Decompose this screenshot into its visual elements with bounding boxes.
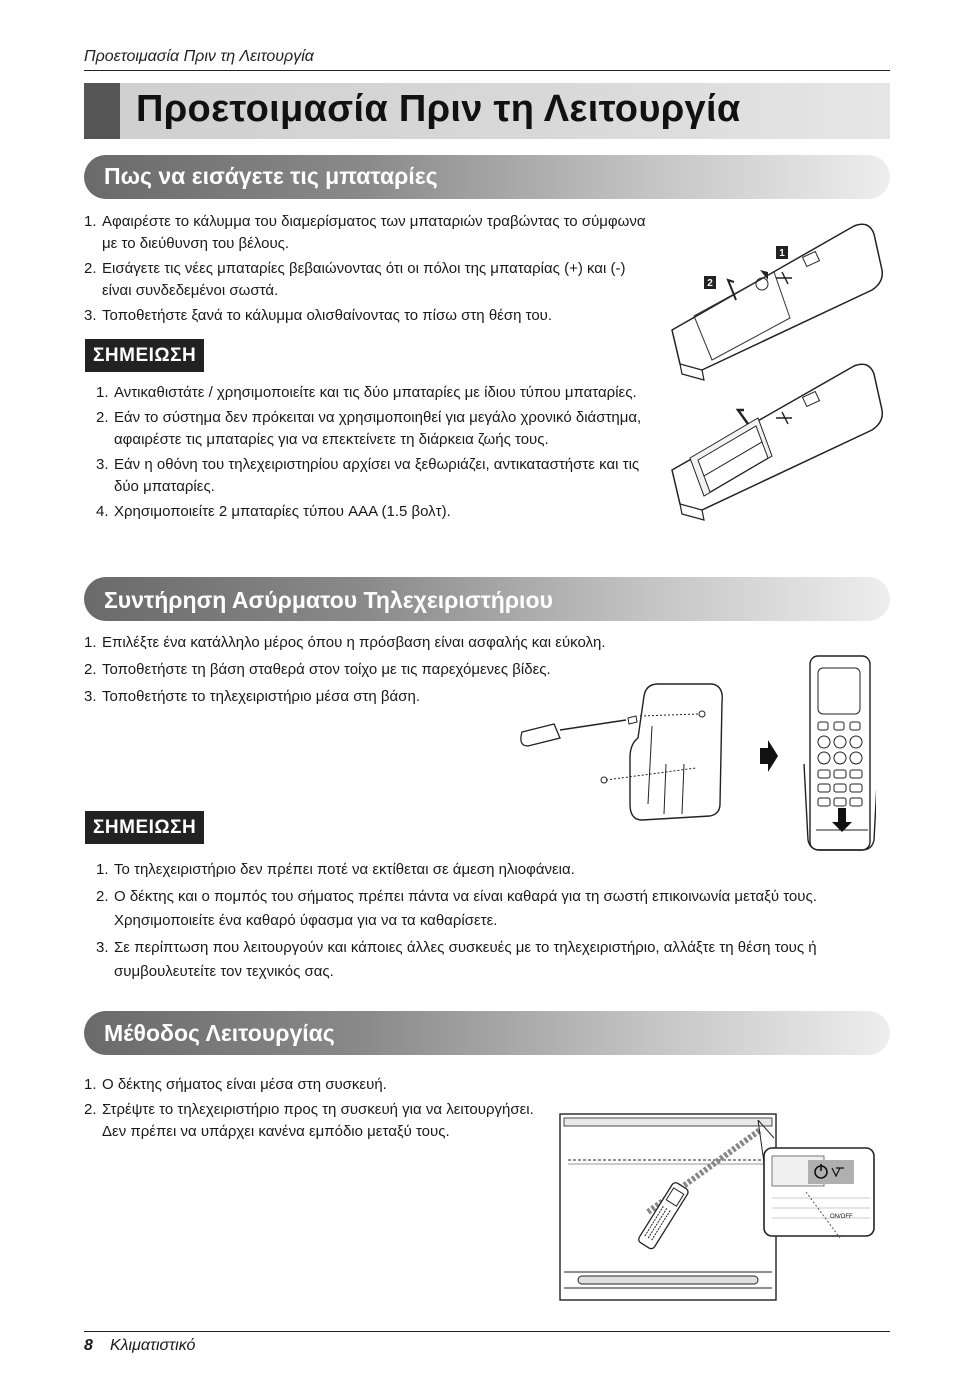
- note-badge: ΣΗΜΕΙΩΣΗ: [86, 340, 203, 371]
- list-item: 2. Στρέψτε το τηλεχειριστήριο προς τη συσκευή για να λειτουργήσει. Δεν πρέπει να υπάρχει κανένα εμπόδιο μεταξύ τους.: [84, 1101, 534, 1140]
- header-rule: [84, 70, 890, 71]
- page-number: 8: [84, 1337, 93, 1354]
- list-item: 1. Επιλέξτε ένα κατάλληλο μέρος όπου η πρόσβαση είναι ασφαλής και εύκολη.: [84, 634, 606, 651]
- list-item: 2. Εάν το σύστημα δεν πρόκειται να χρησιμοποιηθεί για μεγάλο χρονικό διάστημα, αφαιρέστε τις μπαταρίες για να επεκτείνετε τη διάρκεια ζωής τους.: [96, 409, 642, 448]
- section-title-batteries: Πως να εισάγετε τις μπαταρίες: [104, 163, 438, 189]
- step-badge-1-label: 1: [779, 248, 785, 259]
- list-item: 2. Εισάγετε τις νέες μπαταρίες βεβαιώνοντας ότι οι πόλοι της μπαταρίας (+) και (-) είναι συνδεδεμένοι σωστά.: [84, 260, 626, 299]
- indoor-unit-illustration: [558, 1112, 878, 1304]
- remote-battery-compartment-image: [672, 364, 882, 520]
- footer-rule: [84, 1331, 890, 1332]
- list-item: 3. Τοποθετήστε ξανά το κάλυμμα ολισθαίνοντας το πίσω στη θέση του.: [84, 307, 553, 324]
- list-item: 3. Εάν η οθόνη του τηλεχειριστηρίου αρχίσει να ξεθωριάζει, αντικαταστήστε και τις δύο μπαταρίες.: [96, 456, 640, 495]
- note-badge: ΣΗΜΕΙΩΣΗ: [86, 812, 203, 843]
- list-item: 4. Χρησιμοποιείτε 2 μπαταρίες τύπου AAA (1.5 βολτ).: [96, 503, 451, 520]
- operation-extra-text: Δεν πρέπει να υπάρχει κανένα εμπόδιο μεταξύ τους.: [102, 1123, 450, 1140]
- section-title-operation: Μέθοδος Λειτουργίας: [104, 1020, 335, 1046]
- running-header: Προετοιμασία Πριν τη Λειτουργία: [84, 48, 314, 65]
- list-item: 2. Ο δέκτης και ο πομπός του σήματος πρέπει πάντα να είναι καθαρά για τη σωστή επικοινωνία μεταξύ τους. Χρησιμοποιείτε ένα καθαρό ύφασμα για να τα καθαρίσετε.: [96, 888, 817, 929]
- wall-holder-image: [601, 684, 722, 820]
- list-item: 1. Το τηλεχειριστήριο δεν πρέπει ποτέ να εκτίθεται σε άμεση ηλιοφάνεια.: [96, 861, 575, 878]
- operation-steps: [84, 1074, 544, 1146]
- battery-illustration: [664, 220, 894, 540]
- arrow-right-icon: [760, 740, 778, 772]
- list-item: 1. Αφαιρέστε το κάλυμμα του διαμερίσματος των μπαταριών τραβώντας το σύμφωνα με το διεύθυνση του βέλους.: [84, 213, 646, 252]
- page-title: Προετοιμασία Πριν τη Λειτουργία: [136, 88, 741, 130]
- list-item: 1. Ο δέκτης σήματος είναι μέσα στη συσκευή.: [84, 1076, 387, 1093]
- section-title-maintenance: Συντήρηση Ασύρματου Τηλεχειριστήριου: [104, 587, 553, 613]
- list-item: 3. Τοποθετήστε το τηλεχειριστήριο μέσα στη βάση.: [84, 688, 420, 705]
- onoff-label: ON/OFF: [830, 1214, 853, 1220]
- title-accent-block: [84, 83, 120, 139]
- screwdriver-image: [521, 716, 637, 746]
- maintenance-notes: [96, 858, 866, 987]
- list-item: 3. Σε περίπτωση που λειτουργούν και κάποιες άλλες συσκευές με το τηλεχειριστήριο, αλλάξτε τη θέση τους ή συμβουλευτείτε τον τεχνικός σας.: [96, 939, 817, 980]
- remote-in-holder-image: [804, 656, 876, 850]
- battery-steps: [84, 211, 654, 330]
- footer-label: Κλιματιστικό: [110, 1337, 196, 1354]
- battery-notes: [96, 382, 658, 526]
- list-item: 1. Αντικαθιστάτε / χρησιμοποιείτε και τις δύο μπαταρίες με ίδιου τύπου μπαταρίες.: [96, 384, 637, 401]
- list-item: 2. Τοποθετήστε τη βάση σταθερά στον τοίχο με τις παρεχόμενες βίδες.: [84, 661, 551, 678]
- holder-illustration: [516, 654, 876, 854]
- step-badge-2-label: 2: [707, 278, 713, 289]
